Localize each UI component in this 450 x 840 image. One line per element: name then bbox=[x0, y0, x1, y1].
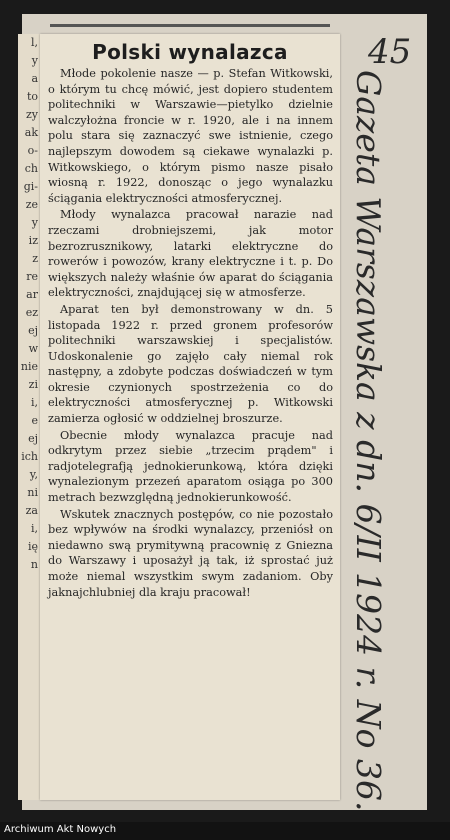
margin-fragment: l, bbox=[30, 36, 38, 49]
margin-fragment: ej bbox=[28, 432, 38, 445]
margin-fragment: e bbox=[31, 414, 38, 427]
margin-fragment: za bbox=[25, 504, 38, 517]
margin-fragment: i, bbox=[30, 396, 38, 409]
margin-fragment: y bbox=[31, 54, 38, 67]
margin-fragment: ak bbox=[24, 126, 38, 139]
margin-fragment: ch bbox=[24, 162, 38, 175]
article-headline: Polski wynalazca bbox=[92, 40, 288, 64]
margin-fragment: z bbox=[32, 252, 38, 265]
article-paragraph: Młody wynalazca pracował narazie nad rzeczami drobniejszemi, jak motor bezrozrusznikowy, latarki elektryczne do rowerów i powozów, krany elektryczne i t. p. Do większych należy właśnie ów aparat do ściągania elektryczności, znajdującej się w atmosferze. bbox=[48, 208, 333, 300]
margin-fragment: gi- bbox=[23, 180, 38, 193]
article-body bbox=[48, 66, 333, 600]
margin-fragment: re bbox=[26, 270, 38, 283]
margin-fragment: y bbox=[31, 216, 38, 229]
article-paragraph: Wskutek znacznych postępów, co nie pozostało bez wpływów na środki wynalazcy, przeniósł on niedawno swą prymitywną pracownię z Gniezna do Warszawy i uposażył ją tak, iż sprostać już może niemal wszystkim swym zadaniom. Oby jaknajchlubniej dla kraju pracował! bbox=[48, 507, 333, 599]
handwritten-number: 45 bbox=[368, 32, 412, 72]
margin-fragment: ar bbox=[26, 288, 38, 301]
margin-fragment: y, bbox=[29, 468, 38, 481]
top-rule bbox=[50, 24, 330, 27]
margin-fragment: a bbox=[31, 72, 38, 85]
margin-fragment: zy bbox=[25, 108, 38, 121]
adjacent-column-strip bbox=[18, 34, 41, 800]
margin-fragment: nie bbox=[20, 360, 38, 373]
article-paragraph: Obecnie młody wynalazca pracuje nad odkrytym przez siebie „trzecim prądem" i radjotelegrafją jednokierunkową, która dzięki wynalezionym przezeń aparatom osiąga po 300 metrach bezwzględną jednokierunkowość. bbox=[48, 428, 333, 505]
margin-fragment: ez bbox=[25, 306, 38, 319]
margin-fragment: w bbox=[28, 342, 38, 355]
margin-fragment: iz bbox=[28, 234, 38, 247]
archive-footer bbox=[0, 822, 450, 840]
margin-fragment: to bbox=[26, 90, 38, 103]
margin-fragment: ej bbox=[28, 324, 38, 337]
margin-fragment: o- bbox=[27, 144, 38, 157]
handwritten-source-note: Gazeta Warszawska z dn. 6/II 1924 r. No 36. bbox=[349, 70, 388, 812]
article-paragraph: Młode pokolenie nasze — p. Stefan Witkowski, o którym tu chcę mówić, jest dopiero studentem politechniki w Warszawie—pietylko dzielnie walczyłożna froncie w r. 1920, ale i na innem polu stara się zaznaczyć swe istnienie, czego najlepszym dowodem są ciekawe wynalazki p. Witkowskiego, o którym pismo nasze pisało wiosną r. 1922, donosząc o jego wynalazku ściągania elektryczności atmosferycznej. bbox=[48, 67, 333, 205]
margin-fragment: n bbox=[30, 558, 38, 571]
margin-fragment: zi bbox=[28, 378, 38, 391]
margin-fragment: ię bbox=[27, 540, 38, 553]
margin-fragment: ni bbox=[27, 486, 38, 499]
margin-fragment: i, bbox=[30, 522, 38, 535]
margin-fragment: ze bbox=[25, 198, 38, 211]
margin-fragment: ich bbox=[21, 450, 38, 463]
article-paragraph: Aparat ten był demonstrowany w dn. 5 listopada 1922 r. przed gronem profesorów politechniki warszawskiej i specjalistów. Udoskonalenie go zajęło cały niemal rok następny, a zdobyte podczas doświadczeń w tym okresie czynionych spostrzeżenia co do elektryczności atmosferycznej p. Witkowski zamierza ogłosić w oddzielnej broszurze. bbox=[48, 302, 333, 426]
archive-credit: Archiwum Akt Nowych bbox=[4, 824, 117, 835]
